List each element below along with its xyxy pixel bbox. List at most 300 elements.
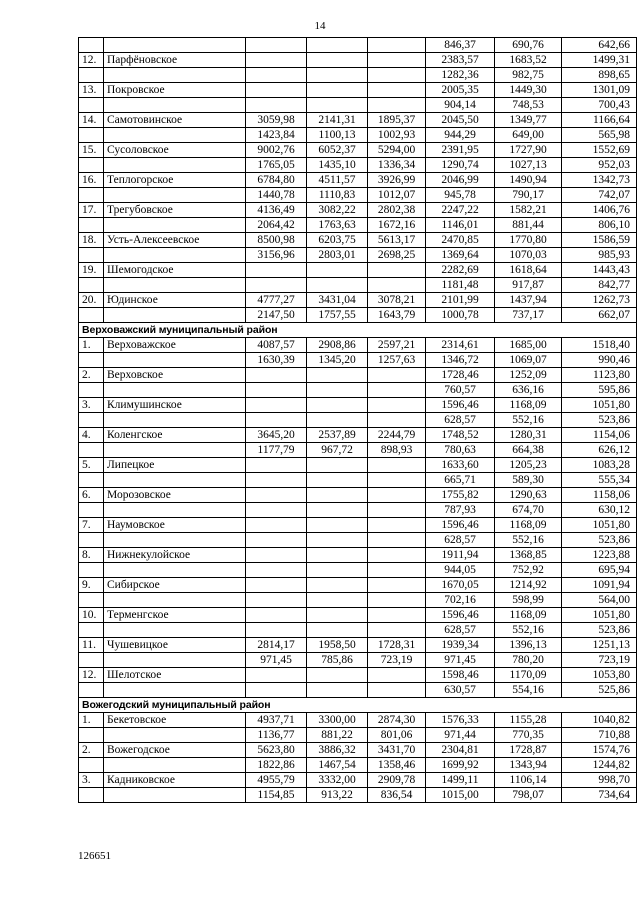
- value-cell: 1251,13: [562, 638, 637, 653]
- settlement-name: Покровское: [104, 83, 246, 98]
- value-cell: 898,93: [368, 443, 426, 458]
- value-cell: 1177,79: [246, 443, 307, 458]
- settlement-name: [104, 128, 246, 143]
- value-cell: 1051,80: [562, 518, 637, 533]
- value-cell: [307, 398, 368, 413]
- settlement-name: Кадниковское: [104, 773, 246, 788]
- value-cell: 3156,96: [246, 248, 307, 263]
- value-cell: 1136,77: [246, 728, 307, 743]
- value-cell: 1083,28: [562, 458, 637, 473]
- value-cell: 1728,46: [426, 368, 495, 383]
- value-cell: 2046,99: [426, 173, 495, 188]
- value-cell: 626,12: [562, 443, 637, 458]
- value-cell: 589,30: [495, 473, 562, 488]
- value-cell: 785,86: [307, 653, 368, 668]
- value-cell: 6052,37: [307, 143, 368, 158]
- value-cell: [368, 473, 426, 488]
- value-cell: 734,64: [562, 788, 637, 803]
- value-cell: [307, 278, 368, 293]
- value-cell: 913,22: [307, 788, 368, 803]
- value-cell: 1000,78: [426, 308, 495, 323]
- settlement-row: [79, 173, 637, 188]
- row-number: [79, 218, 104, 233]
- value-cell: 748,53: [495, 98, 562, 113]
- value-cell: 1106,14: [495, 773, 562, 788]
- value-cell: [307, 683, 368, 698]
- value-cell: 1596,46: [426, 518, 495, 533]
- district-header-row: [79, 323, 637, 338]
- value-cell: 630,57: [426, 683, 495, 698]
- value-cell: [246, 578, 307, 593]
- value-cell: [307, 38, 368, 53]
- value-cell: [307, 83, 368, 98]
- value-cell: 1015,00: [426, 788, 495, 803]
- value-cell: 2383,57: [426, 53, 495, 68]
- settlement-name: Верховское: [104, 368, 246, 383]
- row-number: 16.: [79, 173, 104, 188]
- value-cell: [307, 53, 368, 68]
- value-cell: [246, 383, 307, 398]
- value-cell: 1728,31: [368, 638, 426, 653]
- row-number: 19.: [79, 263, 104, 278]
- row-number: [79, 353, 104, 368]
- value-cell: 1518,40: [562, 338, 637, 353]
- value-cell: 1100,13: [307, 128, 368, 143]
- row-number: [79, 758, 104, 773]
- settlement-name: [104, 218, 246, 233]
- value-cell: 1262,73: [562, 293, 637, 308]
- value-cell: 1618,64: [495, 263, 562, 278]
- settlement-row: [79, 113, 637, 128]
- row-number: 4.: [79, 428, 104, 443]
- settlement-name: Трегубовское: [104, 203, 246, 218]
- value-cell: 1672,16: [368, 218, 426, 233]
- value-cell: 523,86: [562, 413, 637, 428]
- value-cell: [246, 38, 307, 53]
- settlement-row: [79, 518, 637, 533]
- value-cell: 2005,35: [426, 83, 495, 98]
- settlement-name: Верховажское: [104, 338, 246, 353]
- value-cell: [307, 623, 368, 638]
- value-cell: [246, 488, 307, 503]
- value-cell: 1154,06: [562, 428, 637, 443]
- value-cell: 1435,10: [307, 158, 368, 173]
- value-cell: 2597,21: [368, 338, 426, 353]
- value-cell: [307, 488, 368, 503]
- value-cell: [368, 83, 426, 98]
- settlement-name: [104, 623, 246, 638]
- value-cell: 642,66: [562, 38, 637, 53]
- value-cell: 1155,28: [495, 713, 562, 728]
- value-cell: 971,45: [426, 653, 495, 668]
- value-cell: [307, 563, 368, 578]
- value-cell: 598,99: [495, 593, 562, 608]
- value-cell: 1002,93: [368, 128, 426, 143]
- settlement-row: [79, 83, 637, 98]
- settlement-row: [79, 458, 637, 473]
- settlement-name: Сусоловское: [104, 143, 246, 158]
- value-cell: [307, 98, 368, 113]
- value-cell: 790,17: [495, 188, 562, 203]
- value-cell: 1757,55: [307, 308, 368, 323]
- row-number: [79, 158, 104, 173]
- row-number: [79, 728, 104, 743]
- value-cell: [307, 518, 368, 533]
- row-number: [79, 683, 104, 698]
- settlement-name: [104, 683, 246, 698]
- settlement-name: Терменгское: [104, 608, 246, 623]
- value-cell: 1181,48: [426, 278, 495, 293]
- value-cell: 3645,20: [246, 428, 307, 443]
- value-cell: 552,16: [495, 533, 562, 548]
- value-cell: [368, 668, 426, 683]
- value-cell: [368, 38, 426, 53]
- row-number: 2.: [79, 368, 104, 383]
- settlement-row-continued: [79, 623, 637, 638]
- value-cell: 1670,05: [426, 578, 495, 593]
- value-cell: 2244,79: [368, 428, 426, 443]
- value-cell: 2537,89: [307, 428, 368, 443]
- value-cell: 664,38: [495, 443, 562, 458]
- value-cell: [307, 458, 368, 473]
- value-cell: [368, 398, 426, 413]
- settlement-name: Бекетовское: [104, 713, 246, 728]
- settlement-row-continued: [79, 218, 637, 233]
- value-cell: 554,16: [495, 683, 562, 698]
- value-cell: 806,10: [562, 218, 637, 233]
- value-cell: 1765,05: [246, 158, 307, 173]
- value-cell: 904,14: [426, 98, 495, 113]
- value-cell: 881,22: [307, 728, 368, 743]
- value-cell: [246, 518, 307, 533]
- value-cell: [307, 68, 368, 83]
- value-cell: 737,17: [495, 308, 562, 323]
- row-number: 3.: [79, 398, 104, 413]
- value-cell: 1290,63: [495, 488, 562, 503]
- value-cell: 3300,00: [307, 713, 368, 728]
- value-cell: 4087,57: [246, 338, 307, 353]
- value-cell: [307, 578, 368, 593]
- value-cell: 3886,32: [307, 743, 368, 758]
- row-number: [79, 623, 104, 638]
- row-number: 18.: [79, 233, 104, 248]
- row-number: [79, 593, 104, 608]
- value-cell: 1755,82: [426, 488, 495, 503]
- settlement-row: [79, 548, 637, 563]
- settlement-row-continued: [79, 653, 637, 668]
- settlement-name: Липецкое: [104, 458, 246, 473]
- value-cell: 898,65: [562, 68, 637, 83]
- value-cell: 2045,50: [426, 113, 495, 128]
- value-cell: 4955,79: [246, 773, 307, 788]
- value-cell: 695,94: [562, 563, 637, 578]
- value-cell: 552,16: [495, 623, 562, 638]
- value-cell: [368, 503, 426, 518]
- settlement-name: [104, 248, 246, 263]
- row-number: 20.: [79, 293, 104, 308]
- settlement-row-continued: [79, 728, 637, 743]
- settlement-row-continued: [79, 413, 637, 428]
- value-cell: 1343,94: [495, 758, 562, 773]
- settlement-row-continued: [79, 383, 637, 398]
- row-number: 6.: [79, 488, 104, 503]
- row-number: [79, 98, 104, 113]
- value-cell: 2147,50: [246, 308, 307, 323]
- value-cell: 723,19: [562, 653, 637, 668]
- row-number: 12.: [79, 53, 104, 68]
- settlement-name: [104, 503, 246, 518]
- row-number: 15.: [79, 143, 104, 158]
- value-cell: 1214,92: [495, 578, 562, 593]
- value-cell: 636,16: [495, 383, 562, 398]
- value-cell: 1051,80: [562, 608, 637, 623]
- value-cell: 967,72: [307, 443, 368, 458]
- value-cell: 1091,94: [562, 578, 637, 593]
- value-cell: 525,86: [562, 683, 637, 698]
- value-cell: 982,75: [495, 68, 562, 83]
- value-cell: 1440,78: [246, 188, 307, 203]
- value-cell: 2247,22: [426, 203, 495, 218]
- value-cell: 1168,09: [495, 398, 562, 413]
- value-cell: 4937,71: [246, 713, 307, 728]
- value-cell: 1406,76: [562, 203, 637, 218]
- value-cell: [368, 98, 426, 113]
- value-cell: 1490,94: [495, 173, 562, 188]
- value-cell: 836,54: [368, 788, 426, 803]
- value-cell: 2814,17: [246, 638, 307, 653]
- value-cell: [368, 548, 426, 563]
- value-cell: 760,57: [426, 383, 495, 398]
- row-number: 14.: [79, 113, 104, 128]
- value-cell: 1437,94: [495, 293, 562, 308]
- value-cell: [368, 563, 426, 578]
- settlement-name: [104, 788, 246, 803]
- row-number: 17.: [79, 203, 104, 218]
- value-cell: 710,88: [562, 728, 637, 743]
- row-number: 8.: [79, 548, 104, 563]
- value-cell: [307, 368, 368, 383]
- value-cell: [307, 548, 368, 563]
- value-cell: 3431,70: [368, 743, 426, 758]
- value-cell: 555,34: [562, 473, 637, 488]
- settlement-row: [79, 143, 637, 158]
- value-cell: 780,63: [426, 443, 495, 458]
- value-cell: [246, 548, 307, 563]
- value-cell: [246, 53, 307, 68]
- settlement-row: [79, 428, 637, 443]
- settlement-row: [79, 53, 637, 68]
- settlement-name: Вожегодское: [104, 743, 246, 758]
- value-cell: 846,37: [426, 38, 495, 53]
- settlement-name: [104, 38, 246, 53]
- value-cell: 1223,88: [562, 548, 637, 563]
- row-number: 9.: [79, 578, 104, 593]
- settlement-name: Нижнекулойское: [104, 548, 246, 563]
- value-cell: 1643,79: [368, 308, 426, 323]
- value-cell: 945,78: [426, 188, 495, 203]
- value-cell: 1911,94: [426, 548, 495, 563]
- district-name: Вожегодский муниципальный район: [79, 698, 637, 713]
- settlement-row-continued: [79, 788, 637, 803]
- value-cell: 4777,27: [246, 293, 307, 308]
- value-cell: 552,16: [495, 413, 562, 428]
- settlement-row: [79, 263, 637, 278]
- row-number: [79, 563, 104, 578]
- row-number: [79, 383, 104, 398]
- value-cell: 971,44: [426, 728, 495, 743]
- settlement-row-continued: [79, 443, 637, 458]
- value-cell: 917,87: [495, 278, 562, 293]
- value-cell: 2802,38: [368, 203, 426, 218]
- value-cell: 1027,13: [495, 158, 562, 173]
- value-cell: 1345,20: [307, 353, 368, 368]
- value-cell: 1051,80: [562, 398, 637, 413]
- value-cell: [246, 563, 307, 578]
- value-cell: [368, 593, 426, 608]
- value-cell: 523,86: [562, 623, 637, 638]
- row-number: [79, 128, 104, 143]
- settlement-row: [79, 233, 637, 248]
- value-cell: 1633,60: [426, 458, 495, 473]
- settlement-name: [104, 68, 246, 83]
- value-cell: 3082,22: [307, 203, 368, 218]
- settlement-row-continued: [79, 593, 637, 608]
- value-cell: 990,46: [562, 353, 637, 368]
- value-cell: 4511,57: [307, 173, 368, 188]
- value-cell: 985,93: [562, 248, 637, 263]
- value-cell: 1146,01: [426, 218, 495, 233]
- value-cell: 3078,21: [368, 293, 426, 308]
- value-cell: 1342,73: [562, 173, 637, 188]
- value-cell: 1053,80: [562, 668, 637, 683]
- row-number: [79, 533, 104, 548]
- settlement-row: [79, 773, 637, 788]
- value-cell: 1499,11: [426, 773, 495, 788]
- value-cell: 2141,31: [307, 113, 368, 128]
- value-cell: [368, 68, 426, 83]
- value-cell: [368, 383, 426, 398]
- row-number: 5.: [79, 458, 104, 473]
- value-cell: 1110,83: [307, 188, 368, 203]
- value-cell: 2698,25: [368, 248, 426, 263]
- table-body: [79, 38, 637, 803]
- value-cell: 1069,07: [495, 353, 562, 368]
- row-number: 11.: [79, 638, 104, 653]
- settlement-name: Шемогодское: [104, 263, 246, 278]
- settlement-row-continued: [79, 68, 637, 83]
- row-number: [79, 38, 104, 53]
- value-cell: [246, 668, 307, 683]
- value-cell: 3926,99: [368, 173, 426, 188]
- settlement-row-continued: [79, 188, 637, 203]
- value-cell: 3332,00: [307, 773, 368, 788]
- value-cell: 1683,52: [495, 53, 562, 68]
- settlement-row: [79, 293, 637, 308]
- value-cell: 787,93: [426, 503, 495, 518]
- value-cell: 1939,34: [426, 638, 495, 653]
- settlement-row-continued: [79, 128, 637, 143]
- value-cell: 752,92: [495, 563, 562, 578]
- value-cell: 998,70: [562, 773, 637, 788]
- value-cell: [307, 473, 368, 488]
- value-cell: 1154,85: [246, 788, 307, 803]
- value-cell: 4136,49: [246, 203, 307, 218]
- value-cell: 1040,82: [562, 713, 637, 728]
- settlement-row: [79, 578, 637, 593]
- row-number: [79, 503, 104, 518]
- value-cell: 523,86: [562, 533, 637, 548]
- settlement-name: Самотовинское: [104, 113, 246, 128]
- value-cell: 1727,90: [495, 143, 562, 158]
- value-cell: 3431,04: [307, 293, 368, 308]
- value-cell: 1244,82: [562, 758, 637, 773]
- value-cell: [246, 278, 307, 293]
- value-cell: 944,05: [426, 563, 495, 578]
- value-cell: 2874,30: [368, 713, 426, 728]
- value-cell: 2909,78: [368, 773, 426, 788]
- value-cell: 1582,21: [495, 203, 562, 218]
- value-cell: 1282,36: [426, 68, 495, 83]
- value-cell: 1763,63: [307, 218, 368, 233]
- value-cell: [368, 623, 426, 638]
- value-cell: 1358,46: [368, 758, 426, 773]
- value-cell: 2908,86: [307, 338, 368, 353]
- value-cell: 1346,72: [426, 353, 495, 368]
- value-cell: 2803,01: [307, 248, 368, 263]
- settlement-row-continued: [79, 533, 637, 548]
- settlement-row-continued: [79, 158, 637, 173]
- value-cell: 665,71: [426, 473, 495, 488]
- settlement-name: [104, 473, 246, 488]
- value-cell: 5623,80: [246, 743, 307, 758]
- value-cell: [368, 488, 426, 503]
- settlement-name: Наумовское: [104, 518, 246, 533]
- value-cell: [246, 83, 307, 98]
- value-cell: [246, 473, 307, 488]
- value-cell: 1166,64: [562, 113, 637, 128]
- value-cell: [246, 503, 307, 518]
- settlement-name: [104, 728, 246, 743]
- value-cell: 565,98: [562, 128, 637, 143]
- settlement-name: Юдинское: [104, 293, 246, 308]
- value-cell: 1336,34: [368, 158, 426, 173]
- value-cell: [246, 413, 307, 428]
- value-cell: 1369,64: [426, 248, 495, 263]
- value-cell: 1168,09: [495, 518, 562, 533]
- value-cell: 628,57: [426, 623, 495, 638]
- value-cell: [246, 263, 307, 278]
- value-cell: [307, 413, 368, 428]
- value-cell: [307, 263, 368, 278]
- value-cell: [307, 383, 368, 398]
- value-cell: 2304,81: [426, 743, 495, 758]
- value-cell: 9002,76: [246, 143, 307, 158]
- value-cell: 1586,59: [562, 233, 637, 248]
- value-cell: 742,07: [562, 188, 637, 203]
- value-cell: [246, 623, 307, 638]
- value-cell: 6784,80: [246, 173, 307, 188]
- settlement-name: [104, 413, 246, 428]
- value-cell: 702,16: [426, 593, 495, 608]
- value-cell: 971,45: [246, 653, 307, 668]
- value-cell: [368, 368, 426, 383]
- settlement-row: [79, 608, 637, 623]
- settlement-name: Усть-Алексеевское: [104, 233, 246, 248]
- settlement-row: [79, 638, 637, 653]
- value-cell: 2101,99: [426, 293, 495, 308]
- value-cell: [368, 458, 426, 473]
- document-code: 126651: [78, 850, 111, 862]
